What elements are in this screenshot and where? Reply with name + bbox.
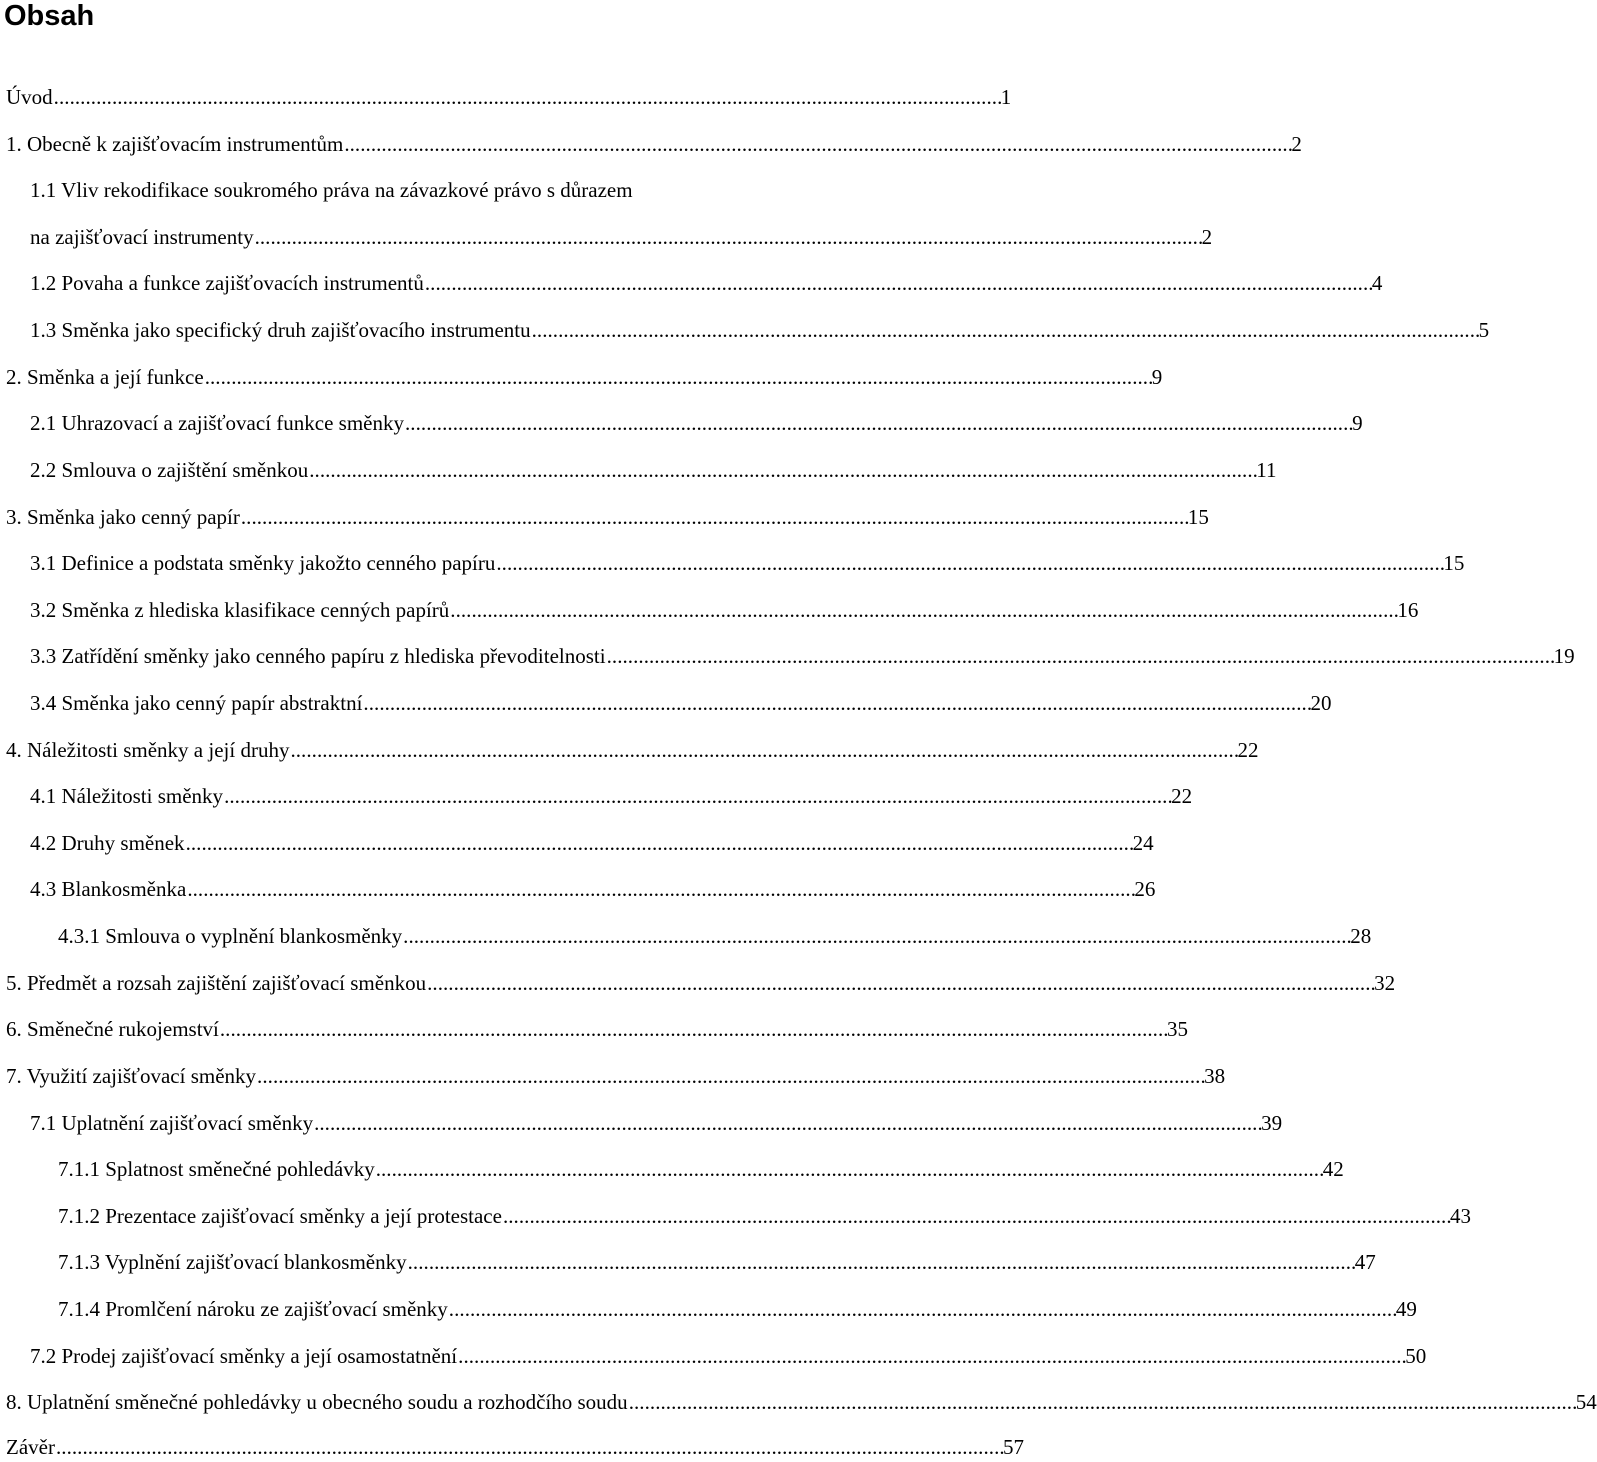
toc-entry-label: 7.2 Prodej zajišťovací směnky a její osamostatnění bbox=[30, 1344, 458, 1368]
toc-entry-label: 7.1.1 Splatnost směnečné pohledávky bbox=[58, 1157, 375, 1181]
toc-entry-label: 4.1 Náležitosti směnky bbox=[30, 784, 224, 808]
dot-leader bbox=[607, 641, 1553, 671]
toc-entry-7-1-1[interactable] bbox=[58, 1154, 1344, 1184]
toc-entry-page: 39 bbox=[1261, 1111, 1283, 1135]
toc-entry-label: 4.2 Druhy směnek bbox=[30, 831, 185, 855]
toc-entry-page: 22 bbox=[1237, 738, 1259, 762]
toc-entry-3[interactable] bbox=[6, 502, 1209, 532]
toc-entry-4-3-1[interactable] bbox=[58, 921, 1372, 951]
toc-entry-page: 15 bbox=[1443, 551, 1465, 575]
toc-entry-label: 4.3.1 Smlouva o vyplnění blankosměnky bbox=[58, 924, 403, 948]
toc-entry-page: 4 bbox=[1371, 271, 1383, 295]
toc-entry-page: 38 bbox=[1204, 1064, 1226, 1088]
toc-entry-label: 3.4 Směnka jako cenný papír abstraktní bbox=[30, 691, 363, 715]
toc-entry-page: 9 bbox=[1352, 411, 1363, 435]
toc-entry-page: 50 bbox=[1405, 1344, 1427, 1368]
toc-entry-4-2[interactable] bbox=[30, 828, 1154, 858]
dot-leader bbox=[376, 1154, 1322, 1184]
toc-entry-2[interactable] bbox=[6, 362, 1163, 392]
dot-leader bbox=[629, 1387, 1575, 1417]
dot-leader bbox=[450, 595, 1396, 625]
dot-leader bbox=[54, 82, 1000, 112]
toc-entry-label: 4.3 Blankosměnka bbox=[30, 877, 187, 901]
toc-entry-8[interactable] bbox=[6, 1387, 1597, 1417]
dot-leader bbox=[449, 1294, 1395, 1324]
toc-entry-label: 2. Směnka a její funkce bbox=[6, 365, 204, 389]
dot-leader bbox=[408, 1247, 1354, 1277]
toc-entry-label: na zajišťovací instrumenty bbox=[30, 225, 254, 249]
toc-entry-page: 43 bbox=[1450, 1204, 1472, 1228]
toc-entry-label: 7.1.2 Prezentace zajišťovací směnky a její protestace bbox=[58, 1204, 502, 1228]
dot-leader bbox=[458, 1341, 1404, 1371]
toc-entry-label: 7.1.3 Vyplnění zajišťovací blankosměnky bbox=[58, 1250, 407, 1274]
toc-entry-page: 2 bbox=[1291, 132, 1302, 156]
toc-entry-label: Závěr bbox=[6, 1435, 55, 1459]
toc-entry-label: 2.1 Uhrazovací a zajišťovací funkce směnky bbox=[30, 411, 404, 435]
dot-leader bbox=[205, 362, 1151, 392]
toc-entry-page: 16 bbox=[1397, 598, 1419, 622]
toc-entry-1[interactable] bbox=[6, 129, 1302, 159]
toc-entry-label: 4. Náležitosti směnky a její druhy bbox=[6, 738, 290, 762]
toc-entry-page: 54 bbox=[1575, 1390, 1597, 1414]
toc-entry-page: 2 bbox=[1201, 225, 1213, 249]
toc-entry-page: 28 bbox=[1350, 924, 1372, 948]
toc-entry-label: 7.1 Uplatnění zajišťovací směnky bbox=[30, 1111, 314, 1135]
toc-entry-label: 8. Uplatnění směnečné pohledávky u obecného soudu a rozhodčího soudu bbox=[6, 1390, 628, 1414]
toc-entry-page: 35 bbox=[1166, 1017, 1188, 1041]
toc-entry-page: 26 bbox=[1134, 877, 1156, 901]
toc-entry-2-2[interactable] bbox=[30, 455, 1277, 485]
toc-entry-page: 15 bbox=[1187, 505, 1209, 529]
toc-entry-label: 3.1 Definice a podstata směnky jakožto cenného papíru bbox=[30, 551, 496, 575]
toc-entry-page: 22 bbox=[1171, 784, 1193, 808]
toc-entry-1-2[interactable] bbox=[30, 268, 1383, 298]
toc-entry-page: 42 bbox=[1322, 1157, 1344, 1181]
dot-leader bbox=[257, 1061, 1203, 1091]
dot-leader bbox=[405, 408, 1351, 438]
toc-entry-page: 57 bbox=[1003, 1435, 1025, 1459]
toc-entry-6[interactable] bbox=[6, 1014, 1188, 1044]
dot-leader bbox=[56, 1432, 1002, 1462]
dot-leader bbox=[425, 268, 1371, 298]
toc-entry-page: 20 bbox=[1310, 691, 1332, 715]
dot-leader bbox=[224, 781, 1170, 811]
toc-entry-7-1[interactable] bbox=[30, 1108, 1283, 1138]
toc-entry-1-1-line1[interactable]: 1.1 Vliv rekodifikace soukromého práva na závazkové právo s důrazem bbox=[30, 178, 633, 202]
toc-entry-label: 5. Předmět a rozsah zajištění zajišťovací směnkou bbox=[6, 971, 427, 995]
toc-entry-3-4[interactable] bbox=[30, 688, 1332, 718]
toc-entry-label: 2.2 Smlouva o zajištění směnkou bbox=[30, 458, 309, 482]
toc-entry-1-3[interactable] bbox=[30, 315, 1490, 345]
toc-entry-7-1-4[interactable] bbox=[58, 1294, 1417, 1324]
dot-leader bbox=[363, 688, 1309, 718]
toc-entry-label: 6. Směnečné rukojemství bbox=[6, 1017, 219, 1041]
toc-entry-label: 7.1.4 Promlčení nároku ze zajišťovací směnky bbox=[58, 1297, 448, 1321]
toc-entry-label: 3.2 Směnka z hlediska klasifikace cenných papírů bbox=[30, 598, 450, 622]
toc-entry-page: 19 bbox=[1553, 644, 1575, 668]
dot-leader bbox=[255, 222, 1201, 252]
toc-entry-page: 24 bbox=[1132, 831, 1154, 855]
dot-leader bbox=[496, 548, 1442, 578]
dot-leader bbox=[427, 968, 1373, 998]
toc-entry-7-1-3[interactable] bbox=[58, 1247, 1376, 1277]
toc-entry-label: Úvod bbox=[6, 85, 53, 109]
toc-entry-7[interactable] bbox=[6, 1061, 1226, 1091]
toc-entry-label: 1.2 Povaha a funkce zajišťovacích instrumentů bbox=[30, 271, 424, 295]
toc-entry-2-1[interactable] bbox=[30, 408, 1363, 438]
toc-entry-4[interactable] bbox=[6, 735, 1259, 765]
toc-entry-page: 32 bbox=[1374, 971, 1396, 995]
toc-entry-7-2[interactable] bbox=[30, 1341, 1427, 1371]
toc-entry-page: 9 bbox=[1151, 365, 1163, 389]
dot-leader bbox=[532, 315, 1478, 345]
toc-entry-4-1[interactable] bbox=[30, 781, 1193, 811]
toc-entry-7-1-2[interactable] bbox=[58, 1201, 1472, 1231]
toc-entry-page: 11 bbox=[1256, 458, 1277, 482]
dot-leader bbox=[503, 1201, 1449, 1231]
toc-entry-uvod[interactable] bbox=[6, 82, 1012, 112]
dot-leader bbox=[187, 874, 1133, 904]
toc-entry-label: 1. Obecně k zajišťovacím instrumentům bbox=[6, 132, 344, 156]
toc-entry-page: 49 bbox=[1395, 1297, 1417, 1321]
toc-entry-label: 1.3 Směnka jako specifický druh zajišťovacího instrumentu bbox=[30, 318, 531, 342]
toc-entry-label: 7. Využití zajišťovací směnky bbox=[6, 1064, 257, 1088]
toc-entry-3-1[interactable] bbox=[30, 548, 1465, 578]
page-title: Obsah bbox=[4, 0, 95, 32]
dot-leader bbox=[290, 735, 1236, 765]
toc-entry-1-1[interactable] bbox=[30, 222, 1213, 252]
toc-entry-label: 3. Směnka jako cenný papír bbox=[6, 505, 240, 529]
toc-entry-3-3[interactable] bbox=[30, 641, 1575, 671]
toc-entry-4-3[interactable] bbox=[30, 874, 1156, 904]
toc-entry-label: 3.3 Zatřídění směnky jako cenného papíru z hlediska převoditelnosti bbox=[30, 644, 606, 668]
dot-leader bbox=[186, 828, 1132, 858]
toc-entry-5[interactable] bbox=[6, 968, 1396, 998]
dot-leader bbox=[344, 129, 1290, 159]
toc-entry-3-2[interactable] bbox=[30, 595, 1419, 625]
dot-leader bbox=[309, 455, 1255, 485]
dot-leader bbox=[220, 1014, 1166, 1044]
dot-leader bbox=[403, 921, 1349, 951]
toc-entry-page: 1 bbox=[1000, 85, 1012, 109]
toc-entry-zaver[interactable] bbox=[6, 1432, 1025, 1462]
dot-leader bbox=[314, 1108, 1260, 1138]
toc-entry-page: 47 bbox=[1354, 1250, 1376, 1274]
dot-leader bbox=[241, 502, 1187, 532]
toc-entry-page: 5 bbox=[1478, 318, 1490, 342]
